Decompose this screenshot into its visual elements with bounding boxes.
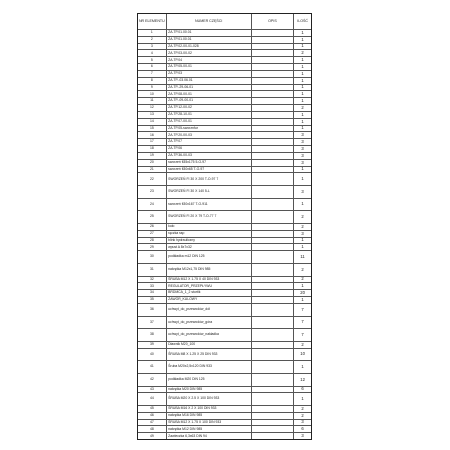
cell-quantity: 2 bbox=[293, 277, 311, 283]
cell-element-number: 35 bbox=[149, 297, 154, 302]
cell-quantity: 7 bbox=[293, 304, 311, 316]
cell-description bbox=[251, 433, 294, 439]
cell-quantity: 1 bbox=[293, 297, 311, 303]
cell-part-number: ŚRUBA M12 X 1.75 X 40 DIN 933 bbox=[166, 277, 251, 283]
cell-element-number: 23 bbox=[149, 189, 154, 194]
cell-element-number: 7 bbox=[150, 71, 153, 76]
cell-part-number: sworzeń fi30x167 T-O-911 bbox=[166, 199, 251, 211]
cell-part-number: ZA.TP.01.00.01 bbox=[166, 37, 251, 43]
cell-part-number: blink hydrauliczny bbox=[166, 238, 251, 244]
table-row bbox=[138, 263, 311, 276]
cell-element-number: 15 bbox=[149, 125, 154, 130]
cell-part-number: nakrętka M20 DIN 985 bbox=[166, 387, 251, 393]
cell-quantity: 3 bbox=[293, 146, 311, 152]
cell-element-number: 12 bbox=[149, 105, 154, 110]
cell-description bbox=[251, 393, 294, 405]
table-header-row bbox=[138, 14, 311, 29]
table-row bbox=[138, 328, 311, 341]
cell-description bbox=[251, 173, 294, 185]
cell-part-number: Śruba M20x2,5x120 DIN 933 bbox=[166, 361, 251, 373]
cell-element-number: 20 bbox=[149, 159, 154, 164]
cell-description bbox=[251, 329, 294, 341]
cell-description bbox=[251, 186, 294, 198]
cell-quantity: 1 bbox=[293, 57, 311, 63]
cell-quantity: 1 bbox=[293, 173, 311, 185]
cell-part-number: ZA.TP.06 bbox=[166, 146, 251, 152]
cell-element-number: 31 bbox=[149, 267, 154, 272]
cell-quantity: 3 bbox=[293, 132, 311, 138]
table-row bbox=[138, 49, 311, 56]
cell-part-number: SWORZEŃ FI 30 X 140 5-L bbox=[166, 186, 251, 198]
header-quantity: ILOŚĆ bbox=[293, 14, 311, 29]
cell-quantity: 1 bbox=[293, 238, 311, 244]
cell-quantity: 6 bbox=[293, 426, 311, 432]
cell-element-number: 18 bbox=[149, 146, 154, 151]
table-row bbox=[138, 77, 311, 84]
table-row bbox=[138, 405, 311, 412]
table-row bbox=[138, 250, 311, 263]
cell-part-number: ZA.TP.07 bbox=[166, 139, 251, 145]
cell-description bbox=[251, 211, 294, 223]
header-element-number: NR ELEMENTU bbox=[138, 18, 165, 23]
cell-element-number: 28 bbox=[149, 237, 154, 242]
cell-element-number: 25 bbox=[149, 214, 154, 219]
cell-part-number: BRDMCA_1_2 sturtik bbox=[166, 290, 251, 296]
cell-element-number: 37 bbox=[149, 319, 154, 324]
cell-quantity: 1 bbox=[293, 91, 311, 97]
cell-quantity: 1 bbox=[293, 244, 311, 250]
cell-part-number: rączka ssp bbox=[166, 231, 251, 237]
cell-element-number: 27 bbox=[149, 230, 154, 235]
table-row bbox=[138, 432, 311, 439]
table-row bbox=[138, 348, 311, 361]
cell-element-number: 30 bbox=[149, 254, 154, 259]
table-row bbox=[138, 210, 311, 223]
table-row bbox=[138, 185, 311, 198]
cell-part-number: ZA.TP.05-sworznfur bbox=[166, 126, 251, 132]
cell-quantity: 2 bbox=[293, 50, 311, 56]
cell-part-number: ZA.TP.02-00-01-028 bbox=[166, 44, 251, 50]
cell-part-number: ZA.TP.04 bbox=[166, 57, 251, 63]
cell-quantity: 7 bbox=[293, 317, 311, 329]
cell-part-number: ZA.TP.08-00-01 bbox=[166, 91, 251, 97]
cell-quantity: 20 bbox=[293, 290, 311, 296]
cell-quantity: 10 bbox=[293, 349, 311, 361]
cell-quantity: 2 bbox=[293, 264, 311, 276]
cell-element-number: 48 bbox=[149, 426, 154, 431]
cell-description bbox=[251, 251, 294, 263]
cell-element-number: 36 bbox=[149, 306, 154, 311]
cell-description bbox=[251, 317, 294, 329]
cell-part-number: ZA.TP.03-00-02 bbox=[166, 50, 251, 56]
cell-quantity: 2 bbox=[293, 342, 311, 348]
cell-quantity: 1 bbox=[293, 30, 311, 36]
table-row bbox=[138, 118, 311, 125]
table-row bbox=[138, 341, 311, 348]
table-row bbox=[138, 276, 311, 283]
cell-quantity: 7 bbox=[293, 329, 311, 341]
cell-part-number: nakrętka M16 DIN 985 bbox=[166, 413, 251, 419]
cell-element-number: 19 bbox=[149, 153, 154, 158]
cell-element-number: 6 bbox=[150, 64, 153, 69]
cell-part-number: uchwyt_do_przewodów_dół bbox=[166, 304, 251, 316]
cell-quantity: 2 bbox=[293, 224, 311, 230]
table-row bbox=[138, 360, 311, 373]
cell-description bbox=[251, 264, 294, 276]
cell-element-number: 21 bbox=[149, 166, 154, 171]
cell-description bbox=[251, 304, 294, 316]
header-part-number: NUMER CZĘŚCI bbox=[166, 14, 251, 29]
cell-element-number: 13 bbox=[149, 112, 154, 117]
cell-element-number: 38 bbox=[149, 332, 154, 337]
cell-quantity: 3 bbox=[293, 160, 311, 166]
cell-quantity: 11 bbox=[293, 251, 311, 263]
cell-quantity: 3 bbox=[293, 231, 311, 237]
table-row bbox=[138, 243, 311, 250]
table-row bbox=[138, 138, 311, 145]
table-row bbox=[138, 97, 311, 104]
cell-element-number: 45 bbox=[149, 406, 154, 411]
cell-quantity: 1 bbox=[293, 199, 311, 211]
table-row bbox=[138, 145, 311, 152]
table-row bbox=[138, 316, 311, 329]
table-row bbox=[138, 90, 311, 97]
cell-part-number: ZA.TP.01.00.01 bbox=[166, 30, 251, 36]
table-row bbox=[138, 70, 311, 77]
cell-part-number: ZA.TP.-03.06.01 bbox=[166, 78, 251, 84]
cell-part-number: Dławnik M20_100 bbox=[166, 342, 251, 348]
cell-part-number: ZA.TP.12-00-02 bbox=[166, 105, 251, 111]
cell-part-number: koło bbox=[166, 224, 251, 230]
cell-part-number: Zawleczka 6,3x63 DIN 94 bbox=[166, 433, 251, 439]
cell-part-number: ŚRUBA M8 X 1.25 X 25 DIN 933 bbox=[166, 349, 251, 361]
cell-part-number: sworzeń fi35x175 5-O-97 bbox=[166, 160, 251, 166]
cell-part-number: podkładka m12 DIN 125 bbox=[166, 251, 251, 263]
cell-quantity: 3 bbox=[293, 139, 311, 145]
cell-element-number: 1 bbox=[150, 30, 153, 35]
table-row bbox=[138, 373, 311, 386]
cell-part-number: ZA.TP.36-00-03 bbox=[166, 153, 251, 159]
parts-list-table bbox=[137, 13, 312, 440]
cell-element-number: 10 bbox=[149, 91, 154, 96]
cell-element-number: 26 bbox=[149, 224, 154, 229]
cell-quantity: 1 bbox=[293, 119, 311, 125]
cell-part-number: ZA.TP.20-00-03 bbox=[166, 132, 251, 138]
cell-quantity: 1 bbox=[293, 85, 311, 91]
cell-quantity: 2 bbox=[293, 211, 311, 223]
cell-quantity: 2 bbox=[293, 105, 311, 111]
table-row bbox=[138, 296, 311, 303]
cell-quantity: 1 bbox=[293, 71, 311, 77]
cell-part-number: ZAWÓR_KULOWY bbox=[166, 297, 251, 303]
table-row bbox=[138, 104, 311, 111]
cell-element-number: 46 bbox=[149, 413, 154, 418]
cell-quantity: 1 bbox=[293, 37, 311, 43]
cell-element-number: 11 bbox=[150, 98, 154, 103]
table-row bbox=[138, 386, 311, 393]
cell-part-number: podkładka M20 DIN 125 bbox=[166, 374, 251, 386]
table-row bbox=[138, 412, 311, 419]
cell-description bbox=[251, 349, 294, 361]
cell-part-number: uchwyt_do_przewodów_nakładka bbox=[166, 329, 251, 341]
cell-element-number: 34 bbox=[149, 290, 154, 295]
cell-part-number: ZA.TP.07-00-01 bbox=[166, 119, 251, 125]
cell-part-number: ZA.TP.-09-00-01 bbox=[166, 98, 251, 104]
table-row bbox=[138, 223, 311, 230]
cell-element-number: 8 bbox=[150, 78, 153, 82]
cell-element-number: 3 bbox=[150, 43, 153, 48]
table-row bbox=[138, 392, 311, 405]
cell-element-number: 2 bbox=[150, 37, 153, 42]
cell-quantity: 2 bbox=[293, 413, 311, 419]
cell-quantity: 1 bbox=[293, 167, 311, 173]
table-row bbox=[138, 289, 311, 296]
cell-element-number: 22 bbox=[149, 176, 154, 181]
cell-element-number: 47 bbox=[149, 419, 154, 424]
table-row bbox=[138, 84, 311, 91]
cell-element-number: 14 bbox=[149, 118, 154, 123]
table-row bbox=[138, 166, 311, 173]
header-description: OPIS bbox=[251, 14, 294, 29]
cell-quantity: 3 bbox=[293, 433, 311, 439]
cell-part-number: ŚRUBA M12 X 1.75 X 100 DIN 933 bbox=[166, 420, 251, 426]
cell-quantity: 1 bbox=[293, 393, 311, 405]
cell-element-number: 44 bbox=[149, 396, 154, 401]
cell-part-number: REGULATOR_PRZEPŁYWU bbox=[166, 283, 251, 289]
cell-quantity: 3 bbox=[293, 186, 311, 198]
table-row bbox=[138, 29, 311, 36]
cell-element-number: 41 bbox=[149, 364, 154, 369]
table-row bbox=[138, 111, 311, 118]
cell-element-number: 5 bbox=[150, 57, 153, 62]
cell-part-number: SWORZEŃ FI 20 X 79 T-O-77 7 bbox=[166, 211, 251, 223]
table-row bbox=[138, 198, 311, 211]
cell-part-number: ŚRUBA M20 X 2.5 X 100 DIN 933 bbox=[166, 393, 251, 405]
table-row bbox=[138, 303, 311, 316]
cell-element-number: 24 bbox=[149, 201, 154, 206]
table-row bbox=[138, 152, 311, 159]
cell-part-number: SWORZEŃ FI 30 X 200 T-O-97 7 bbox=[166, 173, 251, 185]
cell-element-number: 32 bbox=[149, 276, 154, 281]
cell-element-number: 39 bbox=[149, 341, 154, 346]
cell-part-number: ŚRUBA M16 X 2 X 100 DIN 933 bbox=[166, 406, 251, 412]
cell-part-number: uchwyt_do_przewodów_góra bbox=[166, 317, 251, 329]
table-row bbox=[138, 230, 311, 237]
cell-quantity: 6 bbox=[293, 387, 311, 393]
cell-part-number: sworzeń fi30x65 T-O-97 bbox=[166, 167, 251, 173]
table-row bbox=[138, 125, 311, 132]
cell-element-number: 4 bbox=[150, 50, 153, 55]
cell-quantity: 3 bbox=[293, 153, 311, 159]
cell-element-number: 43 bbox=[149, 386, 154, 391]
table-row bbox=[138, 425, 311, 432]
cell-quantity: 1 bbox=[293, 283, 311, 289]
table-row bbox=[138, 43, 311, 50]
table-row bbox=[138, 419, 311, 426]
table-row bbox=[138, 282, 311, 289]
cell-element-number: 49 bbox=[149, 433, 154, 438]
table-row bbox=[138, 237, 311, 244]
cell-part-number: ZA.TP.05-00-01 bbox=[166, 64, 251, 70]
table-row bbox=[138, 131, 311, 138]
cell-part-number: ZA.TP.-29-06-01 bbox=[166, 85, 251, 91]
cell-part-number: ZA.TP.28-10-01 bbox=[166, 112, 251, 118]
cell-quantity: 1 bbox=[293, 112, 311, 118]
cell-quantity: 3 bbox=[293, 420, 311, 426]
cell-element-number: 33 bbox=[149, 283, 154, 288]
cell-quantity: 1 bbox=[293, 78, 311, 84]
cell-quantity: 1 bbox=[293, 44, 311, 50]
cell-part-number: nakrętka M12 DIN 985 bbox=[166, 426, 251, 432]
cell-part-number: nakrętka M12x1,75 DIN 985 bbox=[166, 264, 251, 276]
table-row bbox=[138, 63, 311, 70]
cell-quantity: 1 bbox=[293, 126, 311, 132]
table-row bbox=[138, 172, 311, 185]
cell-element-number: 29 bbox=[149, 244, 154, 249]
table-row bbox=[138, 56, 311, 63]
cell-quantity: 1 bbox=[293, 98, 311, 104]
cell-description bbox=[251, 199, 294, 211]
cell-element-number: 9 bbox=[150, 84, 153, 89]
cell-quantity: 1 bbox=[293, 64, 311, 70]
cell-description bbox=[251, 374, 294, 386]
table-row bbox=[138, 36, 311, 43]
table-row bbox=[138, 159, 311, 166]
cell-element-number: 40 bbox=[149, 351, 154, 356]
cell-element-number: 42 bbox=[149, 377, 154, 381]
cell-quantity: 2 bbox=[293, 406, 311, 412]
cell-quantity: 1 bbox=[293, 361, 311, 373]
cell-part-number: wpust A 8x7x32 bbox=[166, 244, 251, 250]
cell-description bbox=[251, 361, 294, 373]
cell-quantity: 12 bbox=[293, 374, 311, 386]
cell-part-number: ZA.TP.03 bbox=[166, 71, 251, 77]
cell-element-number: 17 bbox=[149, 139, 154, 144]
cell-element-number: 16 bbox=[149, 132, 154, 137]
